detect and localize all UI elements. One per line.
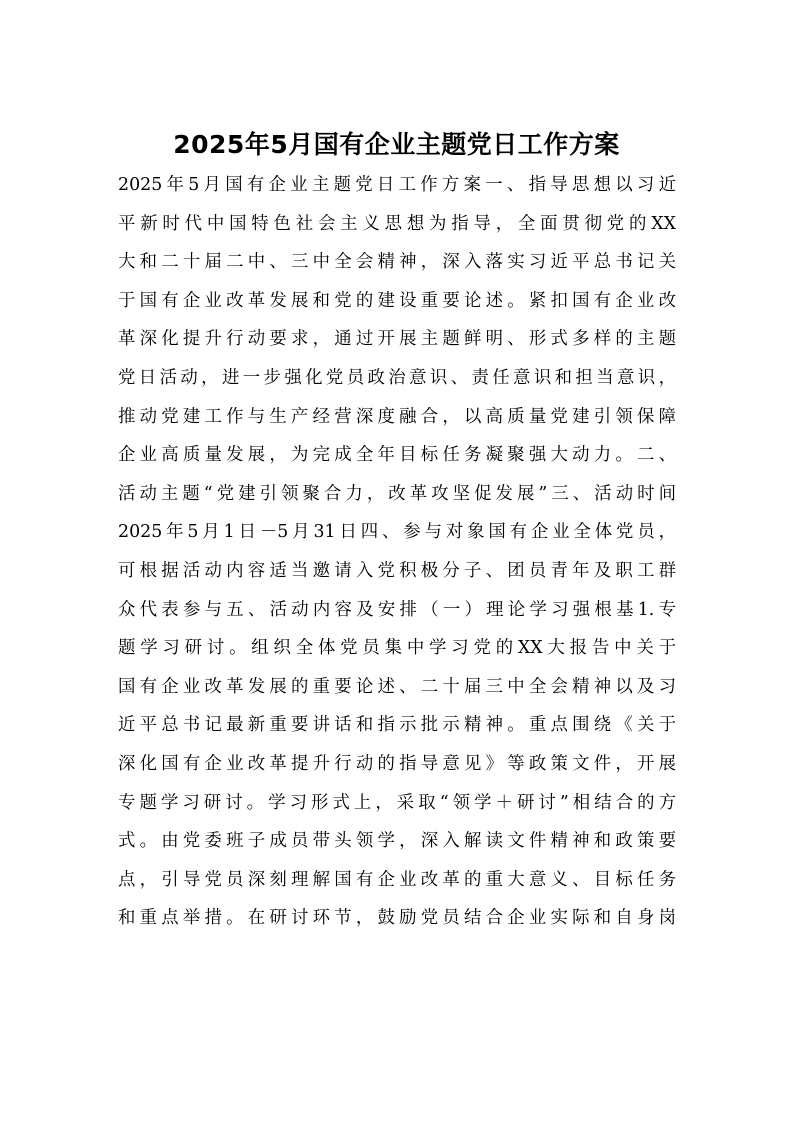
body-line: 党日活动，进一步强化党员政治意识、责任意识和担当意识，	[118, 367, 676, 388]
body-line: 革深化提升行动要求，通过开展主题鲜明、形式多样的主题	[118, 329, 676, 350]
body-line: 和重点举措。在研讨环节，鼓励党员结合企业实际和自身岗	[118, 908, 676, 929]
body-line: 2025年5月国有企业主题党日工作方案一、指导思想以习近	[118, 175, 676, 195]
body-line: 2025年5月1日－5月31日四、参与对象国有企业全体党员，	[118, 522, 676, 543]
body-line: 式。由党委班子成员带头领学，深入解读文件精神和政策要	[118, 831, 676, 852]
body-line: 近平总书记最新重要讲话和指示批示精神。重点围绕《关于	[118, 715, 676, 736]
body-line: 于国有企业改革发展和党的建设重要论述。紧扣国有企业改	[118, 290, 676, 311]
body-line: 推动党建工作与生产经营深度融合，以高质量党建引领保障	[118, 406, 676, 427]
body-line: 大和二十届二中、三中全会精神，深入落实习近平总书记关	[118, 252, 676, 273]
body-line: 专题学习研讨。学习形式上，采取“领学＋研讨”相结合的方	[118, 792, 676, 813]
body-line: 题学习研讨。组织全体党员集中学习党的XX大报告中关于	[118, 638, 676, 659]
body-line: 活动主题“党建引领聚合力，改革攻坚促发展”三、活动时间	[118, 483, 676, 504]
document-title: 2025年5月国有企业主题党日工作方案	[173, 130, 620, 159]
body-line: 国有企业改革发展的重要论述、二十届三中全会精神以及习	[118, 676, 676, 697]
body-line: 众代表参与五、活动内容及安排（一）理论学习强根基1.专	[118, 599, 676, 620]
body-line: 企业高质量发展，为完成全年目标任务凝聚强大动力。二、	[118, 445, 676, 466]
body-line: 可根据活动内容适当邀请入党积极分子、团员青年及职工群	[118, 560, 676, 581]
body-line: 平新时代中国特色社会主义思想为指导，全面贯彻党的XX	[118, 213, 676, 234]
document-body	[118, 166, 676, 938]
body-line: 深化国有企业改革提升行动的指导意见》等政策文件，开展	[118, 753, 676, 774]
body-line: 点，引导党员深刻理解国有企业改革的重大意义、目标任务	[118, 869, 676, 890]
